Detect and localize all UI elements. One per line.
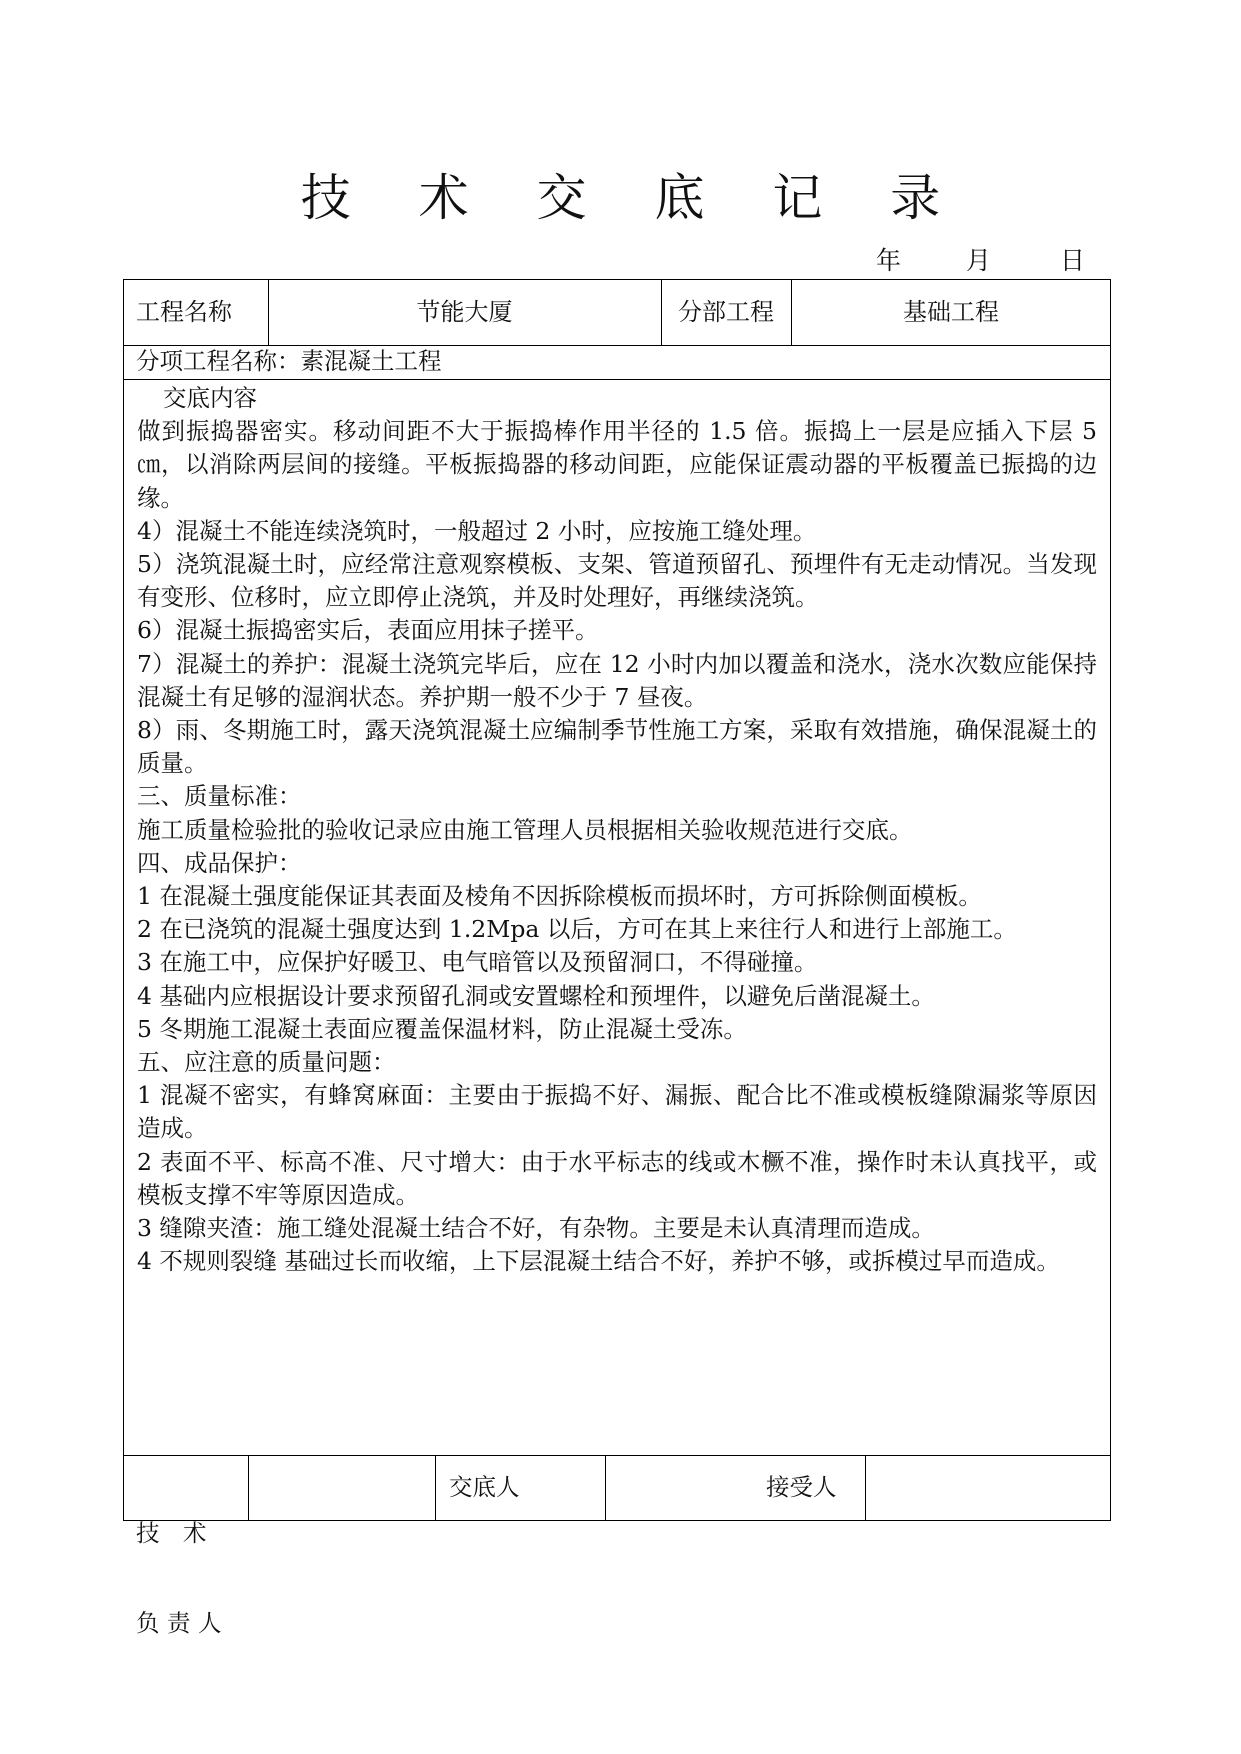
tech-lead-label-line1: 技 术 (136, 1519, 207, 1547)
content-paragraph: 4）混凝土不能连续浇筑时，一般超过 2 小时，应按施工缝处理。 (137, 516, 817, 545)
content-heading: 交底内容 (163, 384, 257, 412)
col-divider (248, 1455, 249, 1520)
content-paragraph: 4 基础内应根据设计要求预留孔洞或安置螺栓和预埋件，以避免后凿混凝土。 (137, 981, 935, 1010)
document-title: 技 术 交 底 记 录 (300, 169, 967, 227)
project-name-label: 工程名称 (136, 298, 232, 326)
content-paragraph: 4 不规则裂缝 基础过长而收缩，上下层混凝土结合不好，养护不够，或拆模过早而造成。 (137, 1247, 1060, 1276)
col-divider (435, 1455, 436, 1520)
row-divider (124, 1455, 1110, 1456)
date-year: 年 (876, 246, 902, 275)
division-label: 分部工程 (678, 298, 774, 326)
content-paragraph: 1 在混凝土强度能保证其表面及棱角不因拆除模板而损坏时，方可拆除侧面模板。 (137, 882, 982, 911)
project-name-value: 节能大厦 (416, 298, 513, 326)
content-paragraph: 施工质量检验批的验收记录应由施工管理人员根据相关验收规范进行交底。 (137, 815, 913, 844)
receiver-label: 接受人 (766, 1473, 837, 1501)
content-paragraph: 7）混凝土的养护：混凝土浇筑完毕后，应在 12 小时内加以覆盖和浇水，浇水次数应能保持混凝土有足够的湿润状态。养护期一般不少于 7 昼夜。 (137, 649, 1097, 711)
tech-lead-label (136, 1458, 221, 1698)
row-divider (124, 379, 1110, 380)
content-paragraph: 3 在施工中，应保护好暖卫、电气暗管以及预留洞口，不得碰撞。 (137, 948, 818, 977)
content-paragraph: 2 在已浇筑的混凝土强度达到 1.2Mpa 以后，方可在其上来往行人和进行上部施工。 (137, 915, 1017, 944)
content-paragraph: 6）混凝土振捣密实后，表面应用抹子搓平。 (137, 616, 599, 645)
disclosure-content (137, 382, 1097, 1278)
tech-lead-label-line2: 负 责 人 (136, 1609, 222, 1637)
discloser-label: 交底人 (449, 1473, 520, 1501)
col-divider (605, 1455, 606, 1520)
content-paragraph: 5 冬期施工混凝土表面应覆盖保温材料，防止混凝土受冻。 (137, 1014, 747, 1043)
date-month: 月 (966, 246, 992, 275)
date-line (876, 246, 1090, 276)
section-heading: 五、应注意的质量问题： (137, 1048, 396, 1077)
section-heading: 四、成品保护： (137, 848, 302, 877)
content-paragraph: 5）浇筑混凝土时，应经常注意观察模板、支架、管道预留孔、预埋件有无走动情况。当发现有变形、位移时，应立即停止浇筑，并及时处理好，再继续浇筑。 (137, 550, 1097, 612)
division-value: 基础工程 (903, 298, 999, 326)
record-table (123, 279, 1111, 1637)
date-day: 日 (1060, 246, 1086, 275)
content-paragraph: 3 缝隙夹渣：施工缝处混凝土结合不好，有杂物。主要是未认真清理而造成。 (137, 1214, 935, 1243)
col-divider (865, 1455, 866, 1520)
content-paragraph: 做到振捣器密实。移动间距不大于振捣棒作用半径的 1.5 倍。振捣上一层是应插入下层 5 ㎝，以消除两层间的接缝。平板振捣器的移动间距，应能保证震动器的平板覆盖已振捣的边缘。 (137, 417, 1097, 512)
content-paragraph: 8）雨、冬期施工时，露天浇筑混凝土应编制季节性施工方案，采取有效措施，确保混凝土的质量。 (137, 716, 1097, 778)
subitem-name: 分项工程名称：素混凝土工程 (136, 347, 442, 375)
content-paragraph: 1 混凝不密实，有蜂窝麻面：主要由于振捣不好、漏振、配合比不准或模板缝隙漏浆等原因造成。 (137, 1081, 1097, 1143)
content-paragraph: 2 表面不平、标高不准、尺寸增大：由于水平标志的线或木橛不准，操作时未认真找平，或模板支撑不牢等原因造成。 (137, 1147, 1097, 1209)
section-heading: 三、质量标准： (137, 782, 302, 811)
